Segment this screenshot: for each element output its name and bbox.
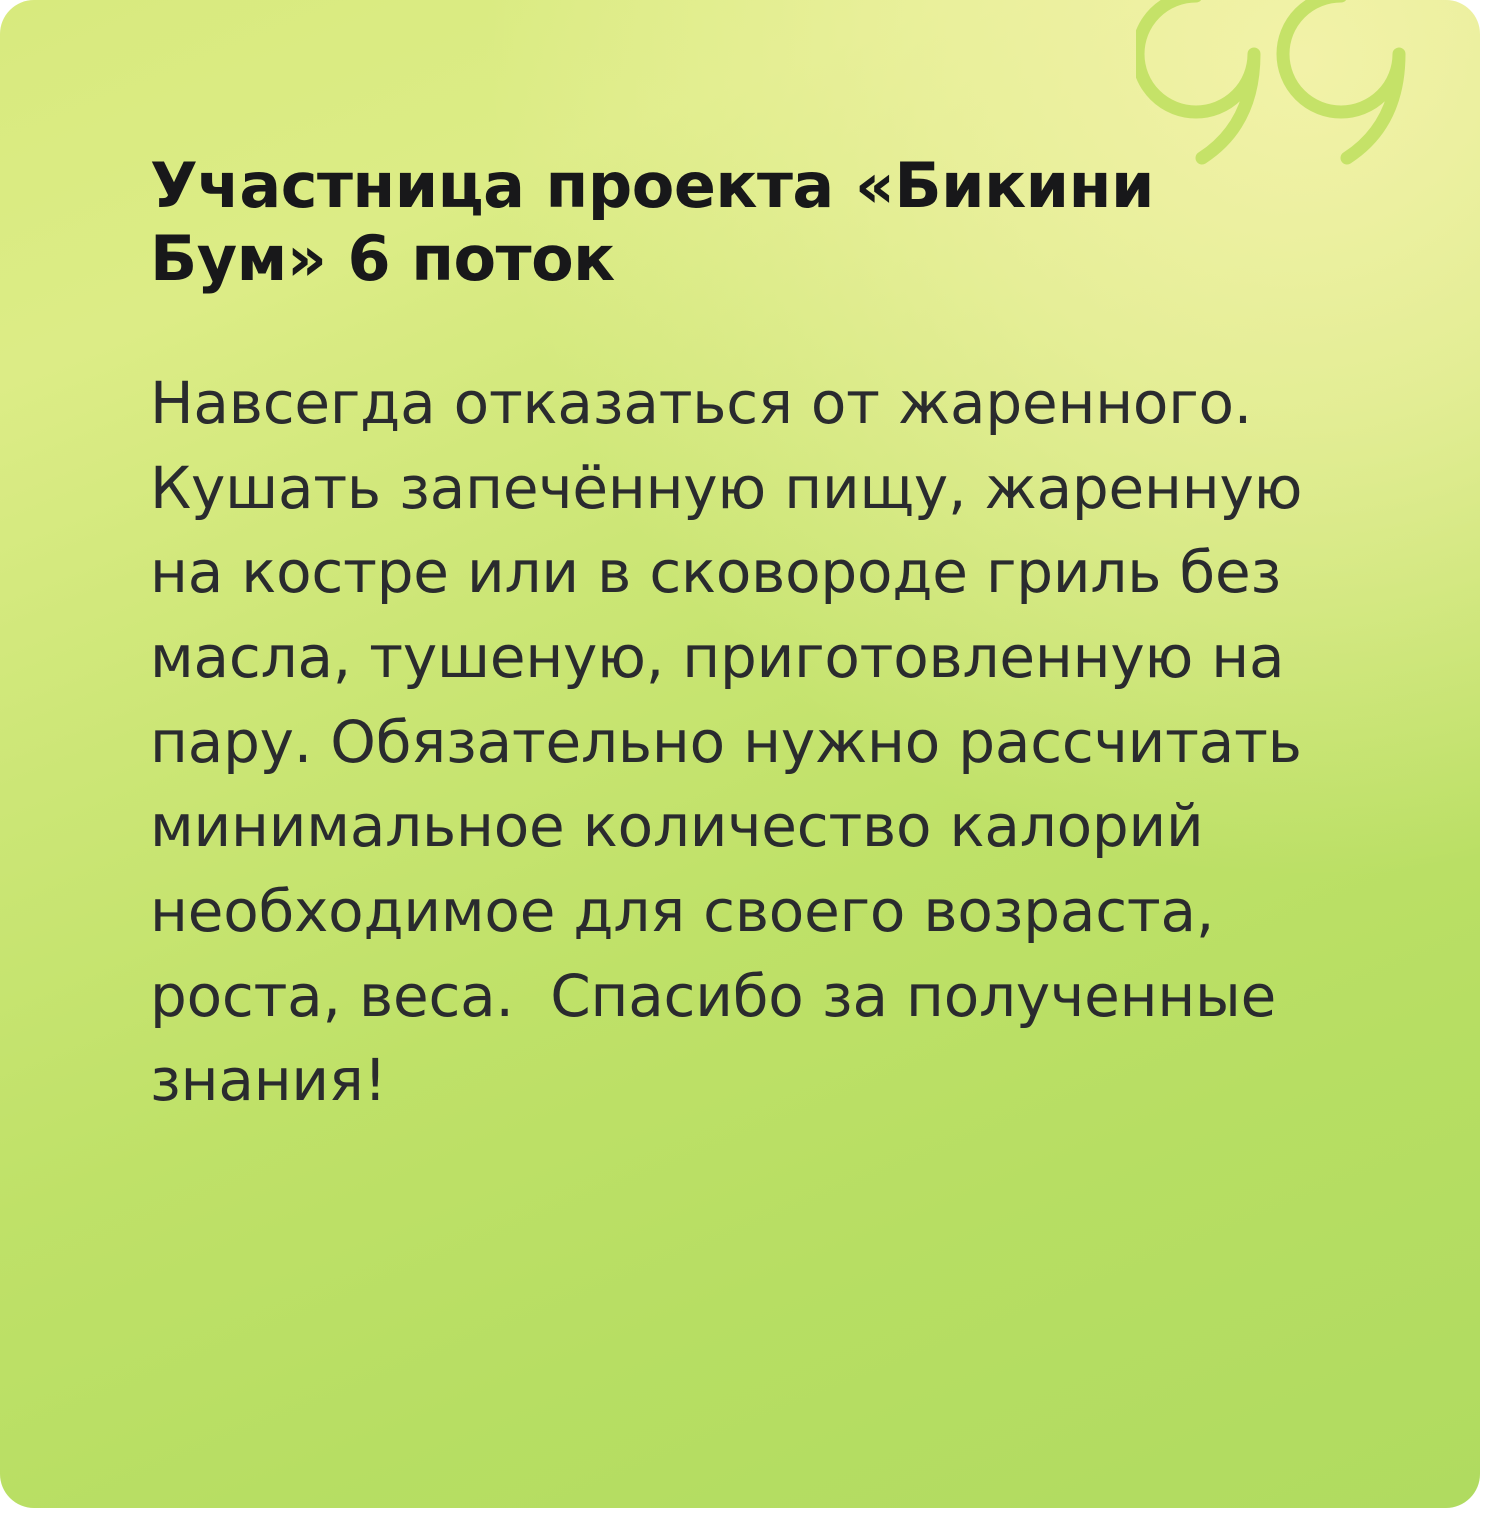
testimonial-body-text: Навсегда отказаться от жаренного. Кушать запечённую пищу, жаренную на костре или в сковороде гриль без масла, тушеную, приготовленную на пару. Обязательно нужно рассчитать минимальное количество калорий необходимое для своего возраста, роста, веса. Спасибо за полученные знания! <box>150 369 1321 1115</box>
page-title: Участница проекта «Бикини Бум» 6 поток <box>150 149 1154 295</box>
